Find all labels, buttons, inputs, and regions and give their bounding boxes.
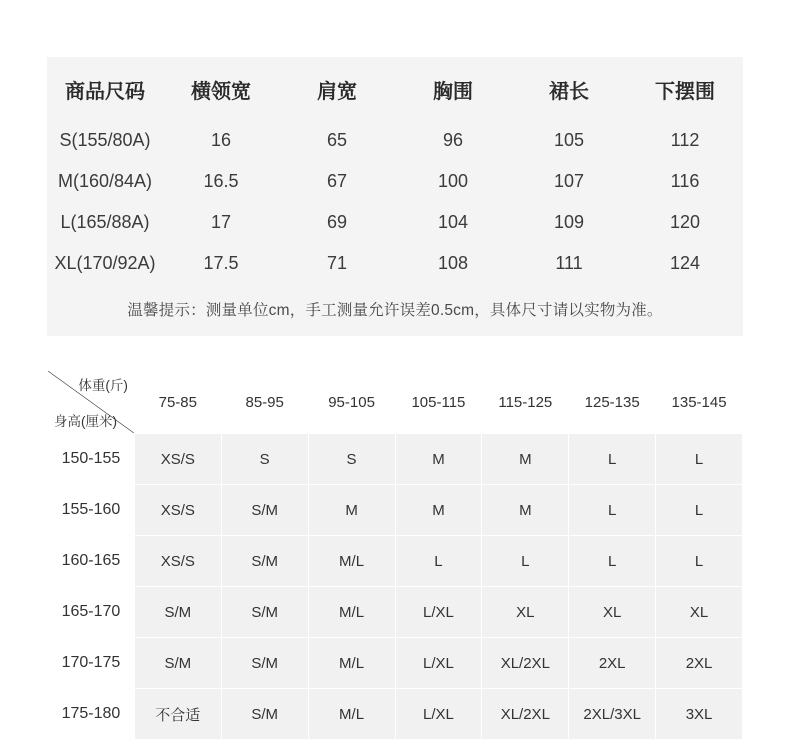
size-recommendation-panel (47, 370, 743, 740)
weight-header-cell: 105-115 (395, 371, 482, 434)
size-chart-header-cell: 商品尺码 (65, 81, 145, 103)
recommendation-cell: M (482, 434, 569, 485)
recommendation-cell: S/M (134, 638, 221, 689)
recommendation-cell: 2XL/3XL (569, 689, 656, 740)
size-chart-cell: 17 (210, 212, 232, 232)
size-chart-cell: 17.5 (203, 253, 239, 273)
recommendation-cell: XL (482, 587, 569, 638)
size-chart-cell: 16.5 (203, 171, 239, 191)
table-row (48, 689, 743, 740)
recommendation-cell: M (395, 485, 482, 536)
recommendation-cell: L (656, 434, 743, 485)
size-chart-cell: 108 (437, 253, 469, 273)
recommendation-cell: L (395, 536, 482, 587)
weight-header-cell: 75-85 (134, 371, 221, 434)
recommendation-cell: 3XL (656, 689, 743, 740)
height-header-cell: 155-160 (48, 485, 135, 536)
size-recommendation-table (47, 370, 743, 740)
weight-header-cell: 135-145 (656, 371, 743, 434)
recommendation-cell: S/M (221, 689, 308, 740)
size-chart-table (47, 57, 743, 284)
size-chart-header-cell: 横领宽 (191, 81, 251, 103)
recommendation-cell: M/L (308, 536, 395, 587)
weight-header-cell: 125-135 (569, 371, 656, 434)
recommendation-cell: L/XL (395, 689, 482, 740)
recommendation-header-row (48, 371, 743, 434)
recommendation-cell: XS/S (134, 434, 221, 485)
recommendation-cell: XL (569, 587, 656, 638)
table-row (48, 587, 743, 638)
size-chart-cell: 116 (670, 171, 700, 191)
recommendation-cell: XL/2XL (482, 638, 569, 689)
recommendation-cell: L (482, 536, 569, 587)
table-row (47, 243, 743, 284)
recommendation-cell: M (308, 485, 395, 536)
measurement-note: 温馨提示：测量单位cm，手工测量允许误差0.5cm，具体尺寸请以实物为准。 (127, 302, 663, 319)
recommendation-cell: S/M (221, 536, 308, 587)
table-row (48, 638, 743, 689)
table-row (47, 161, 743, 202)
recommendation-cell: XL/2XL (482, 689, 569, 740)
size-chart-cell: S(155/80A) (59, 130, 151, 150)
height-header-cell: 170-175 (48, 638, 135, 689)
size-chart-cell: M(160/84A) (57, 171, 153, 191)
size-chart-cell: 67 (326, 171, 348, 191)
recommendation-cell: 2XL (656, 638, 743, 689)
weight-axis-label: 体重(斤) (78, 378, 128, 393)
height-header-cell: 150-155 (48, 434, 135, 485)
axis-corner-cell (48, 371, 135, 434)
recommendation-cell: 2XL (569, 638, 656, 689)
size-chart-header-cell: 肩宽 (317, 81, 357, 103)
table-row (48, 434, 743, 485)
recommendation-cell: L (569, 536, 656, 587)
recommendation-cell: XL (656, 587, 743, 638)
size-chart-cell: 96 (442, 130, 464, 150)
size-chart-cell: 65 (326, 130, 348, 150)
recommendation-cell: L (656, 485, 743, 536)
table-row (47, 202, 743, 243)
recommendation-cell: M/L (308, 638, 395, 689)
size-chart-header-row (47, 57, 743, 120)
size-chart-cell: 107 (553, 171, 585, 191)
recommendation-cell: M/L (308, 689, 395, 740)
table-row (47, 120, 743, 161)
recommendation-cell: S/M (221, 485, 308, 536)
recommendation-cell: L/XL (395, 587, 482, 638)
table-row (48, 536, 743, 587)
size-chart-cell: 109 (553, 212, 585, 232)
size-chart-cell: 111 (555, 253, 583, 273)
height-header-cell: 165-170 (48, 587, 135, 638)
size-chart-cell: 112 (670, 130, 700, 150)
recommendation-cell: L (656, 536, 743, 587)
height-header-cell: 160-165 (48, 536, 135, 587)
weight-header-cell: 95-105 (308, 371, 395, 434)
height-axis-label: 身高(厘米) (54, 414, 117, 429)
recommendation-cell: M (482, 485, 569, 536)
recommendation-cell: S (221, 434, 308, 485)
size-chart-cell: 71 (326, 253, 348, 273)
recommendation-cell: S/M (134, 587, 221, 638)
size-chart-cell: 104 (437, 212, 469, 232)
size-chart-cell: 124 (669, 253, 701, 273)
size-chart-header-cell: 裙长 (549, 81, 589, 103)
size-chart-cell: XL(170/92A) (54, 253, 156, 273)
recommendation-cell: XS/S (134, 536, 221, 587)
recommendation-cell: L (569, 434, 656, 485)
weight-header-cell: 115-125 (482, 371, 569, 434)
height-header-cell: 175-180 (48, 689, 135, 740)
recommendation-cell: L (569, 485, 656, 536)
size-chart-cell: 105 (553, 130, 585, 150)
recommendation-cell: M/L (308, 587, 395, 638)
size-chart-panel (47, 57, 743, 336)
recommendation-cell: S (308, 434, 395, 485)
recommendation-cell: S/M (221, 587, 308, 638)
table-row (48, 485, 743, 536)
recommendation-cell: M (395, 434, 482, 485)
size-chart-header-cell: 胸围 (433, 81, 473, 103)
size-chart-cell: 69 (326, 212, 348, 232)
size-chart-header-cell: 下摆围 (655, 81, 715, 103)
recommendation-cell: S/M (221, 638, 308, 689)
recommendation-cell: L/XL (395, 638, 482, 689)
recommendation-cell: XS/S (134, 485, 221, 536)
size-chart-cell: 16 (210, 130, 232, 150)
weight-header-cell: 85-95 (221, 371, 308, 434)
size-chart-cell: 120 (669, 212, 701, 232)
size-chart-cell: 100 (437, 171, 469, 191)
recommendation-cell: 不合适 (134, 689, 221, 740)
size-chart-cell: L(165/88A) (60, 212, 150, 232)
